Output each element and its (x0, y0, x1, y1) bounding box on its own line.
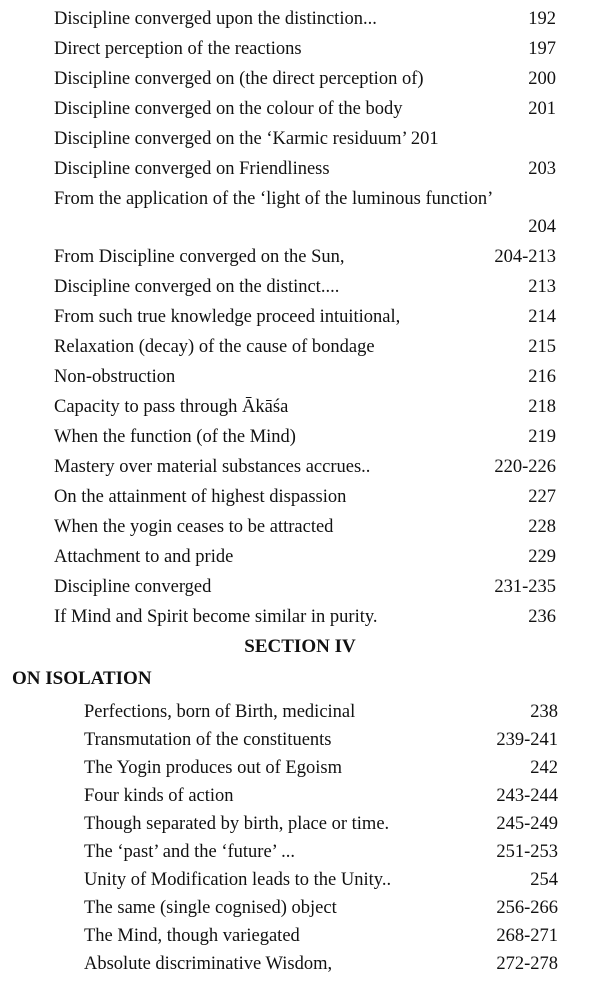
entry-title: The Mind, though variegated (84, 926, 300, 946)
toc-entry (54, 6, 560, 32)
entry-page: 243-244 (496, 786, 558, 806)
toc-entry (54, 244, 560, 270)
entry-page: 245-249 (496, 814, 558, 834)
toc-entry (84, 755, 564, 781)
entry-page: 203 (528, 159, 556, 179)
entry-title: From the application of the ‘light of the luminous function’ (54, 189, 494, 209)
entry-page: 204-213 (494, 247, 556, 267)
entry-page: 256-266 (496, 898, 558, 918)
entry-page: 254 (530, 870, 558, 890)
entry-page: 216 (528, 367, 556, 387)
entry-title: The Yogin produces out of Egoism (84, 758, 342, 778)
entry-title: Non-obstruction (54, 367, 176, 387)
entry-page: 218 (528, 397, 556, 417)
entry-title: Direct perception of the reactions (54, 39, 302, 59)
toc-entry (54, 274, 560, 300)
entry-page: 214 (528, 307, 556, 327)
toc-entry (54, 574, 560, 600)
entry-title: Mastery over material substances accrues.. (54, 457, 371, 477)
toc-entry (54, 126, 560, 152)
entry-page: 272-278 (496, 954, 558, 974)
toc-entry (84, 867, 564, 893)
toc-entry (54, 186, 594, 212)
entry-title: Discipline converged on the ‘Karmic residuum’ 201 (54, 129, 439, 149)
entry-title: Discipline converged on (the direct perception of) (54, 69, 424, 89)
entry-title: Attachment to and pride (54, 547, 234, 567)
section-heading: SECTION IV (244, 636, 356, 657)
toc-entry (84, 951, 564, 977)
toc-entry (54, 156, 560, 182)
section-title: ON ISOLATION (12, 668, 152, 689)
entry-page: 268-271 (496, 926, 558, 946)
entry-title: Unity of Modification leads to the Unity.. (84, 870, 392, 890)
entry-page: 242 (530, 758, 558, 778)
entry-page: 201 (528, 99, 556, 119)
entry-title: Discipline converged on the distinct.... (54, 277, 340, 297)
entry-title: From such true knowledge proceed intuitional, (54, 307, 401, 327)
entry-page: 219 (528, 427, 556, 447)
entry-title: When the function (of the Mind) (54, 427, 296, 447)
toc-entry (54, 66, 560, 92)
entry-title: Discipline converged on the colour of the body (54, 99, 403, 119)
entry-title: Perfections, born of Birth, medicinal (84, 702, 356, 722)
toc-entry (84, 839, 564, 865)
entry-title: Relaxation (decay) of the cause of bondage (54, 337, 375, 357)
entry-page: 215 (528, 337, 556, 357)
toc-entry (84, 783, 564, 809)
toc-entry (54, 304, 560, 330)
entry-page: 251-253 (496, 842, 558, 862)
toc-entry (54, 604, 560, 630)
toc-entry (54, 36, 560, 62)
entry-page: 228 (528, 517, 556, 537)
entry-page: 204 (528, 217, 556, 237)
toc-entry (54, 96, 560, 122)
toc-entry (84, 923, 564, 949)
entry-title: Discipline converged on Friendliness (54, 159, 330, 179)
toc-entry (54, 364, 560, 390)
entry-page: 192 (528, 9, 556, 29)
entry-page: 231-235 (494, 577, 556, 597)
toc-entry (84, 727, 564, 753)
entry-title: Discipline converged upon the distinction... (54, 9, 377, 29)
toc-entry (54, 544, 560, 570)
entry-title: Though separated by birth, place or time. (84, 814, 390, 834)
entry-title: The same (single cognised) object (84, 898, 337, 918)
entry-title: The ‘past’ and the ‘future’ ... (84, 842, 295, 862)
entry-page: 200 (528, 69, 556, 89)
entry-page: 229 (528, 547, 556, 567)
entry-page: 220-226 (494, 457, 556, 477)
toc-entry (54, 424, 560, 450)
entry-title: On the attainment of highest dispassion (54, 487, 347, 507)
entry-title: When the yogin ceases to be attracted (54, 517, 334, 537)
entry-page: 236 (528, 607, 556, 627)
entry-page: 227 (528, 487, 556, 507)
toc-entry (54, 214, 560, 240)
entry-title: Discipline converged (54, 577, 212, 597)
entry-page: 197 (528, 39, 556, 59)
toc-entry (54, 514, 560, 540)
entry-page: 213 (528, 277, 556, 297)
entry-title: Transmutation of the constituents (84, 730, 332, 750)
entry-title: If Mind and Spirit become similar in purity. (54, 607, 378, 627)
entry-page: 238 (530, 702, 558, 722)
toc-entry (54, 334, 560, 360)
toc-entry (54, 484, 560, 510)
entry-page: 239-241 (496, 730, 558, 750)
toc-entry (84, 895, 564, 921)
entry-title: Capacity to pass through Ākāśa (54, 397, 289, 417)
toc-entry (84, 699, 564, 725)
toc-entry (84, 811, 564, 837)
toc-entry (54, 454, 560, 480)
entry-title: Four kinds of action (84, 786, 234, 806)
entry-title: From Discipline converged on the Sun, (54, 247, 345, 267)
entry-title: Absolute discriminative Wisdom, (84, 954, 333, 974)
toc-entry (54, 394, 560, 420)
